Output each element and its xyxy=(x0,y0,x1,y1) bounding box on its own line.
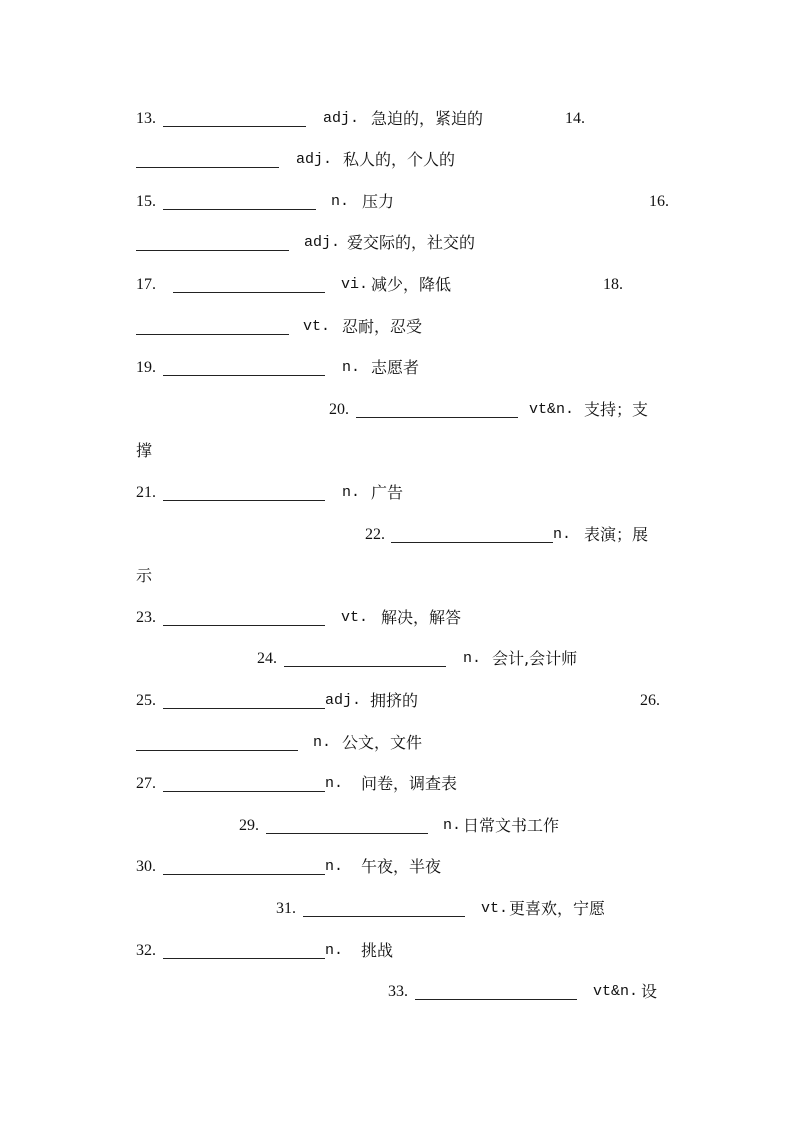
item-29-number: 29. xyxy=(239,817,259,834)
item-22-pos: n. xyxy=(553,526,572,543)
item-16-meaning: 爱交际的，社交的 xyxy=(347,233,476,252)
item-27-answer-blank[interactable] xyxy=(163,791,325,792)
item-20-answer-blank[interactable] xyxy=(356,417,518,418)
item-21-pos: n. xyxy=(342,484,361,501)
item-21-answer-blank[interactable] xyxy=(163,500,325,501)
item-29-meaning: 日常文书工作 xyxy=(463,816,560,835)
item-13-pos: adj. xyxy=(323,110,360,127)
item-23-pos: vt. xyxy=(341,609,369,626)
item-30-pos: n. xyxy=(325,858,344,875)
item-23-answer-blank[interactable] xyxy=(163,625,325,626)
item-33-pos: vt&n. xyxy=(593,983,639,1000)
item-21-meaning: 广告 xyxy=(371,483,404,502)
item-15-meaning: 压力 xyxy=(362,192,395,211)
item-18-number: 18. xyxy=(603,276,623,293)
item-19-meaning: 志愿者 xyxy=(371,358,420,377)
item-31-number: 31. xyxy=(276,900,296,917)
item-14-pos: adj. xyxy=(296,151,333,168)
item-15-answer-blank[interactable] xyxy=(163,209,316,210)
item-14-number: 14. xyxy=(565,110,585,127)
item-26-meaning: 公文，文件 xyxy=(342,733,423,752)
item-25-answer-blank[interactable] xyxy=(163,708,325,709)
item-15-number: 15. xyxy=(136,193,156,210)
item-19-answer-blank[interactable] xyxy=(163,375,325,376)
item-29-answer-blank[interactable] xyxy=(266,833,428,834)
item-18-meaning: 忍耐，忍受 xyxy=(342,317,423,336)
item-14-answer-blank[interactable] xyxy=(136,167,279,168)
item-32-pos: n. xyxy=(325,942,344,959)
item-29-pos: n. xyxy=(443,817,462,834)
item-25-number: 25. xyxy=(136,692,156,709)
item-24-number: 24. xyxy=(257,650,277,667)
item-33-answer-blank[interactable] xyxy=(415,999,577,1000)
item-16-pos: adj. xyxy=(304,234,341,251)
item-16-number: 16. xyxy=(649,193,669,210)
item-25-pos: adj. xyxy=(325,692,362,709)
item-18-pos: vt. xyxy=(303,318,331,335)
item-23-meaning: 解决，解答 xyxy=(381,608,462,627)
item-30-answer-blank[interactable] xyxy=(163,874,325,875)
item-26-pos: n. xyxy=(313,734,332,751)
item-22-answer-blank[interactable] xyxy=(391,542,553,543)
item-32-meaning: 挑战 xyxy=(361,941,394,960)
item-31-pos: vt. xyxy=(481,900,509,917)
item-17-answer-blank[interactable] xyxy=(173,292,325,293)
item-19-pos: n. xyxy=(342,359,361,376)
item-33-number: 33. xyxy=(388,983,408,1000)
item-23-number: 23. xyxy=(136,609,156,626)
item-31-meaning: 更喜欢，宁愿 xyxy=(509,899,606,918)
item-20-number: 20. xyxy=(329,401,349,418)
item-27-number: 27. xyxy=(136,775,156,792)
item-31-answer-blank[interactable] xyxy=(303,916,465,917)
item-18-answer-blank[interactable] xyxy=(136,334,289,335)
item-22-number: 22. xyxy=(365,526,385,543)
item-20-pos: vt&n. xyxy=(529,401,575,418)
item-27-pos: n. xyxy=(325,775,344,792)
item-32-answer-blank[interactable] xyxy=(163,958,325,959)
item-16-answer-blank[interactable] xyxy=(136,250,289,251)
item-24-pos: n. xyxy=(463,650,482,667)
item-20-meaning: 支持；支 xyxy=(584,400,649,419)
item-14-meaning: 私人的，个人的 xyxy=(343,150,456,169)
item-17-meaning: 减少，降低 xyxy=(371,275,452,294)
item-17-pos: vi. xyxy=(341,276,369,293)
item-20-meaning-continued: 撑 xyxy=(136,441,153,460)
item-13-answer-blank[interactable] xyxy=(163,126,306,127)
item-17-number: 17. xyxy=(136,276,156,293)
item-25-meaning: 拥挤的 xyxy=(370,691,419,710)
item-30-number: 30. xyxy=(136,858,156,875)
item-21-number: 21. xyxy=(136,484,156,501)
item-26-number: 26. xyxy=(640,692,660,709)
item-24-answer-blank[interactable] xyxy=(284,666,446,667)
item-24-meaning: 会计,会计师 xyxy=(492,649,578,668)
item-13-meaning: 急迫的，紧迫的 xyxy=(371,109,484,128)
item-27-meaning: 问卷，调查表 xyxy=(361,774,458,793)
item-30-meaning: 午夜，半夜 xyxy=(361,857,442,876)
item-15-pos: n. xyxy=(331,193,350,210)
item-26-answer-blank[interactable] xyxy=(136,750,298,751)
item-22-meaning: 表演；展 xyxy=(584,525,649,544)
item-13-number: 13. xyxy=(136,110,156,127)
item-32-number: 32. xyxy=(136,942,156,959)
item-19-number: 19. xyxy=(136,359,156,376)
item-33-meaning: 设 xyxy=(641,982,658,1001)
item-22-meaning-continued: 示 xyxy=(136,566,153,585)
